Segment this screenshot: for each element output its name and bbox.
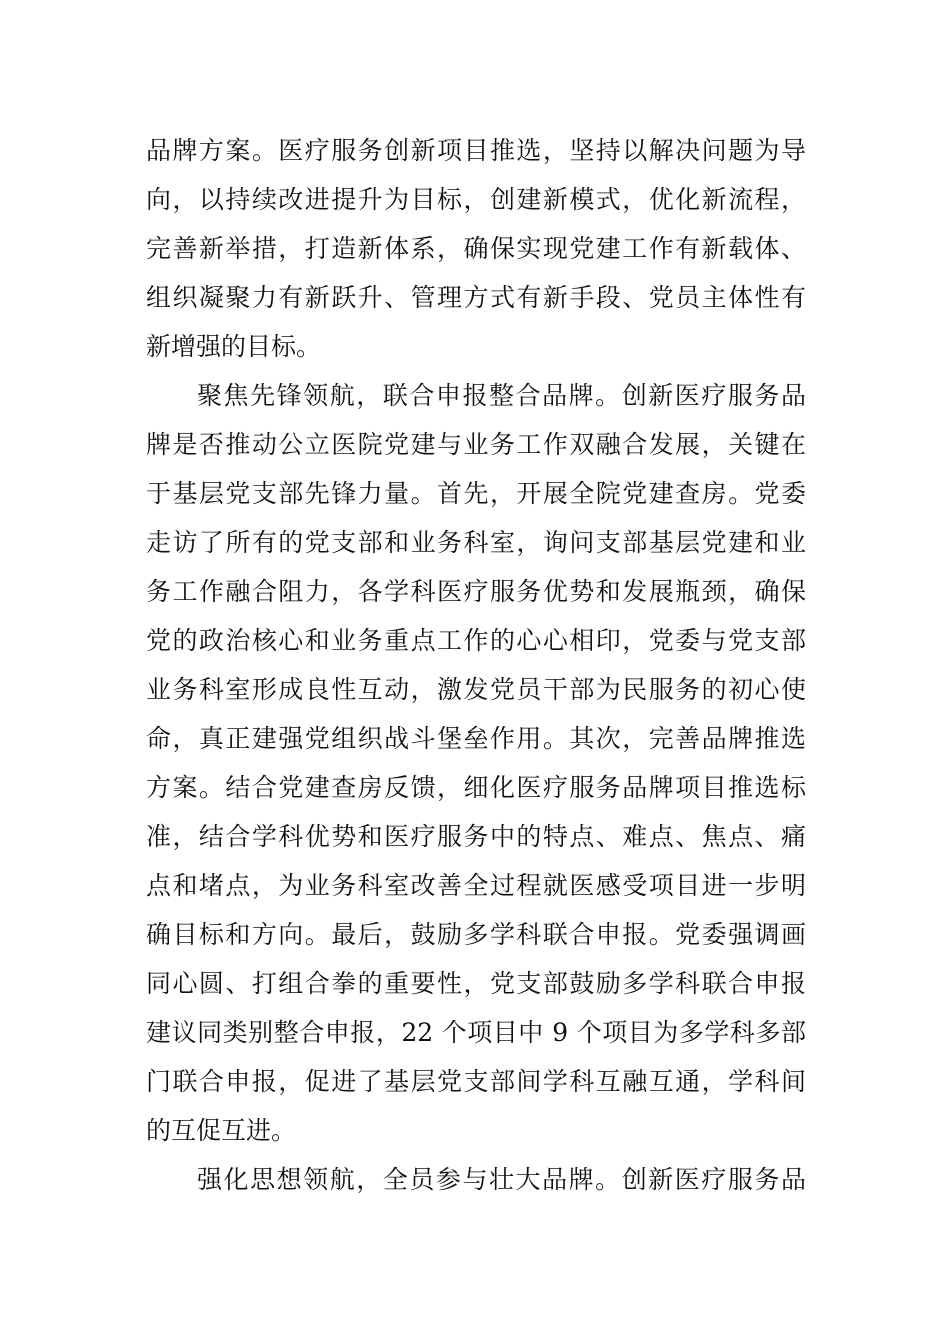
text-line: 组织凝聚力有新跃升、管理方式有新手段、党员主体性有 (146, 283, 806, 312)
text-line: 于基层党支部先锋力量。首先，开展全院党建查房。党委 (146, 479, 806, 508)
text-line: 走访了所有的党支部和业务科室，询问支部基层党建和业 (146, 528, 806, 557)
text-line: 的互促互进。 (146, 1116, 297, 1145)
text-line: 点和堵点，为业务科室改善全过程就医感受项目进一步明 (146, 871, 806, 900)
text-line: 确目标和方向。最后，鼓励多学科联合申报。党委强调画 (146, 920, 806, 949)
text-line: 命，真正建强党组织战斗堡垒作用。其次，完善品牌推选 (146, 724, 806, 753)
text-line: 强化思想领航，全员参与壮大品牌。创新医疗服务品 (197, 1165, 806, 1194)
text-line: 务工作融合阻力，各学科医疗服务优势和发展瓶颈，确保 (146, 577, 806, 606)
text-line: 品牌方案。医疗服务创新项目推选，坚持以解决问题为导 (146, 136, 806, 165)
text-line: 完善新举措，打造新体系，确保实现党建工作有新载体、 (146, 234, 806, 263)
text-line: 党的政治核心和业务重点工作的心心相印，党委与党支部 (146, 626, 806, 655)
text-line: 建议同类别整合申报，22 个项目中 9 个项目为多学科多部 (146, 1018, 806, 1047)
text-line: 牌是否推动公立医院党建与业务工作双融合发展，关键在 (146, 430, 806, 459)
text-line: 聚焦先锋领航，联合申报整合品牌。创新医疗服务品 (197, 381, 806, 410)
text-line: 准，结合学科优势和医疗服务中的特点、难点、焦点、痛 (146, 822, 806, 851)
text-line: 方案。结合党建查房反馈，细化医疗服务品牌项目推选标 (146, 773, 806, 802)
text-line: 门联合申报，促进了基层党支部间学科互融互通，学科间 (146, 1067, 806, 1096)
text-line: 新增强的目标。 (146, 332, 322, 361)
text-line: 同心圆、打组合拳的重要性，党支部鼓励多学科联合申报 (146, 969, 806, 998)
text-line: 向，以持续改进提升为目标，创建新模式，优化新流程， (146, 185, 806, 214)
text-line: 业务科室形成良性互动，激发党员干部为民服务的初心使 (146, 675, 806, 704)
